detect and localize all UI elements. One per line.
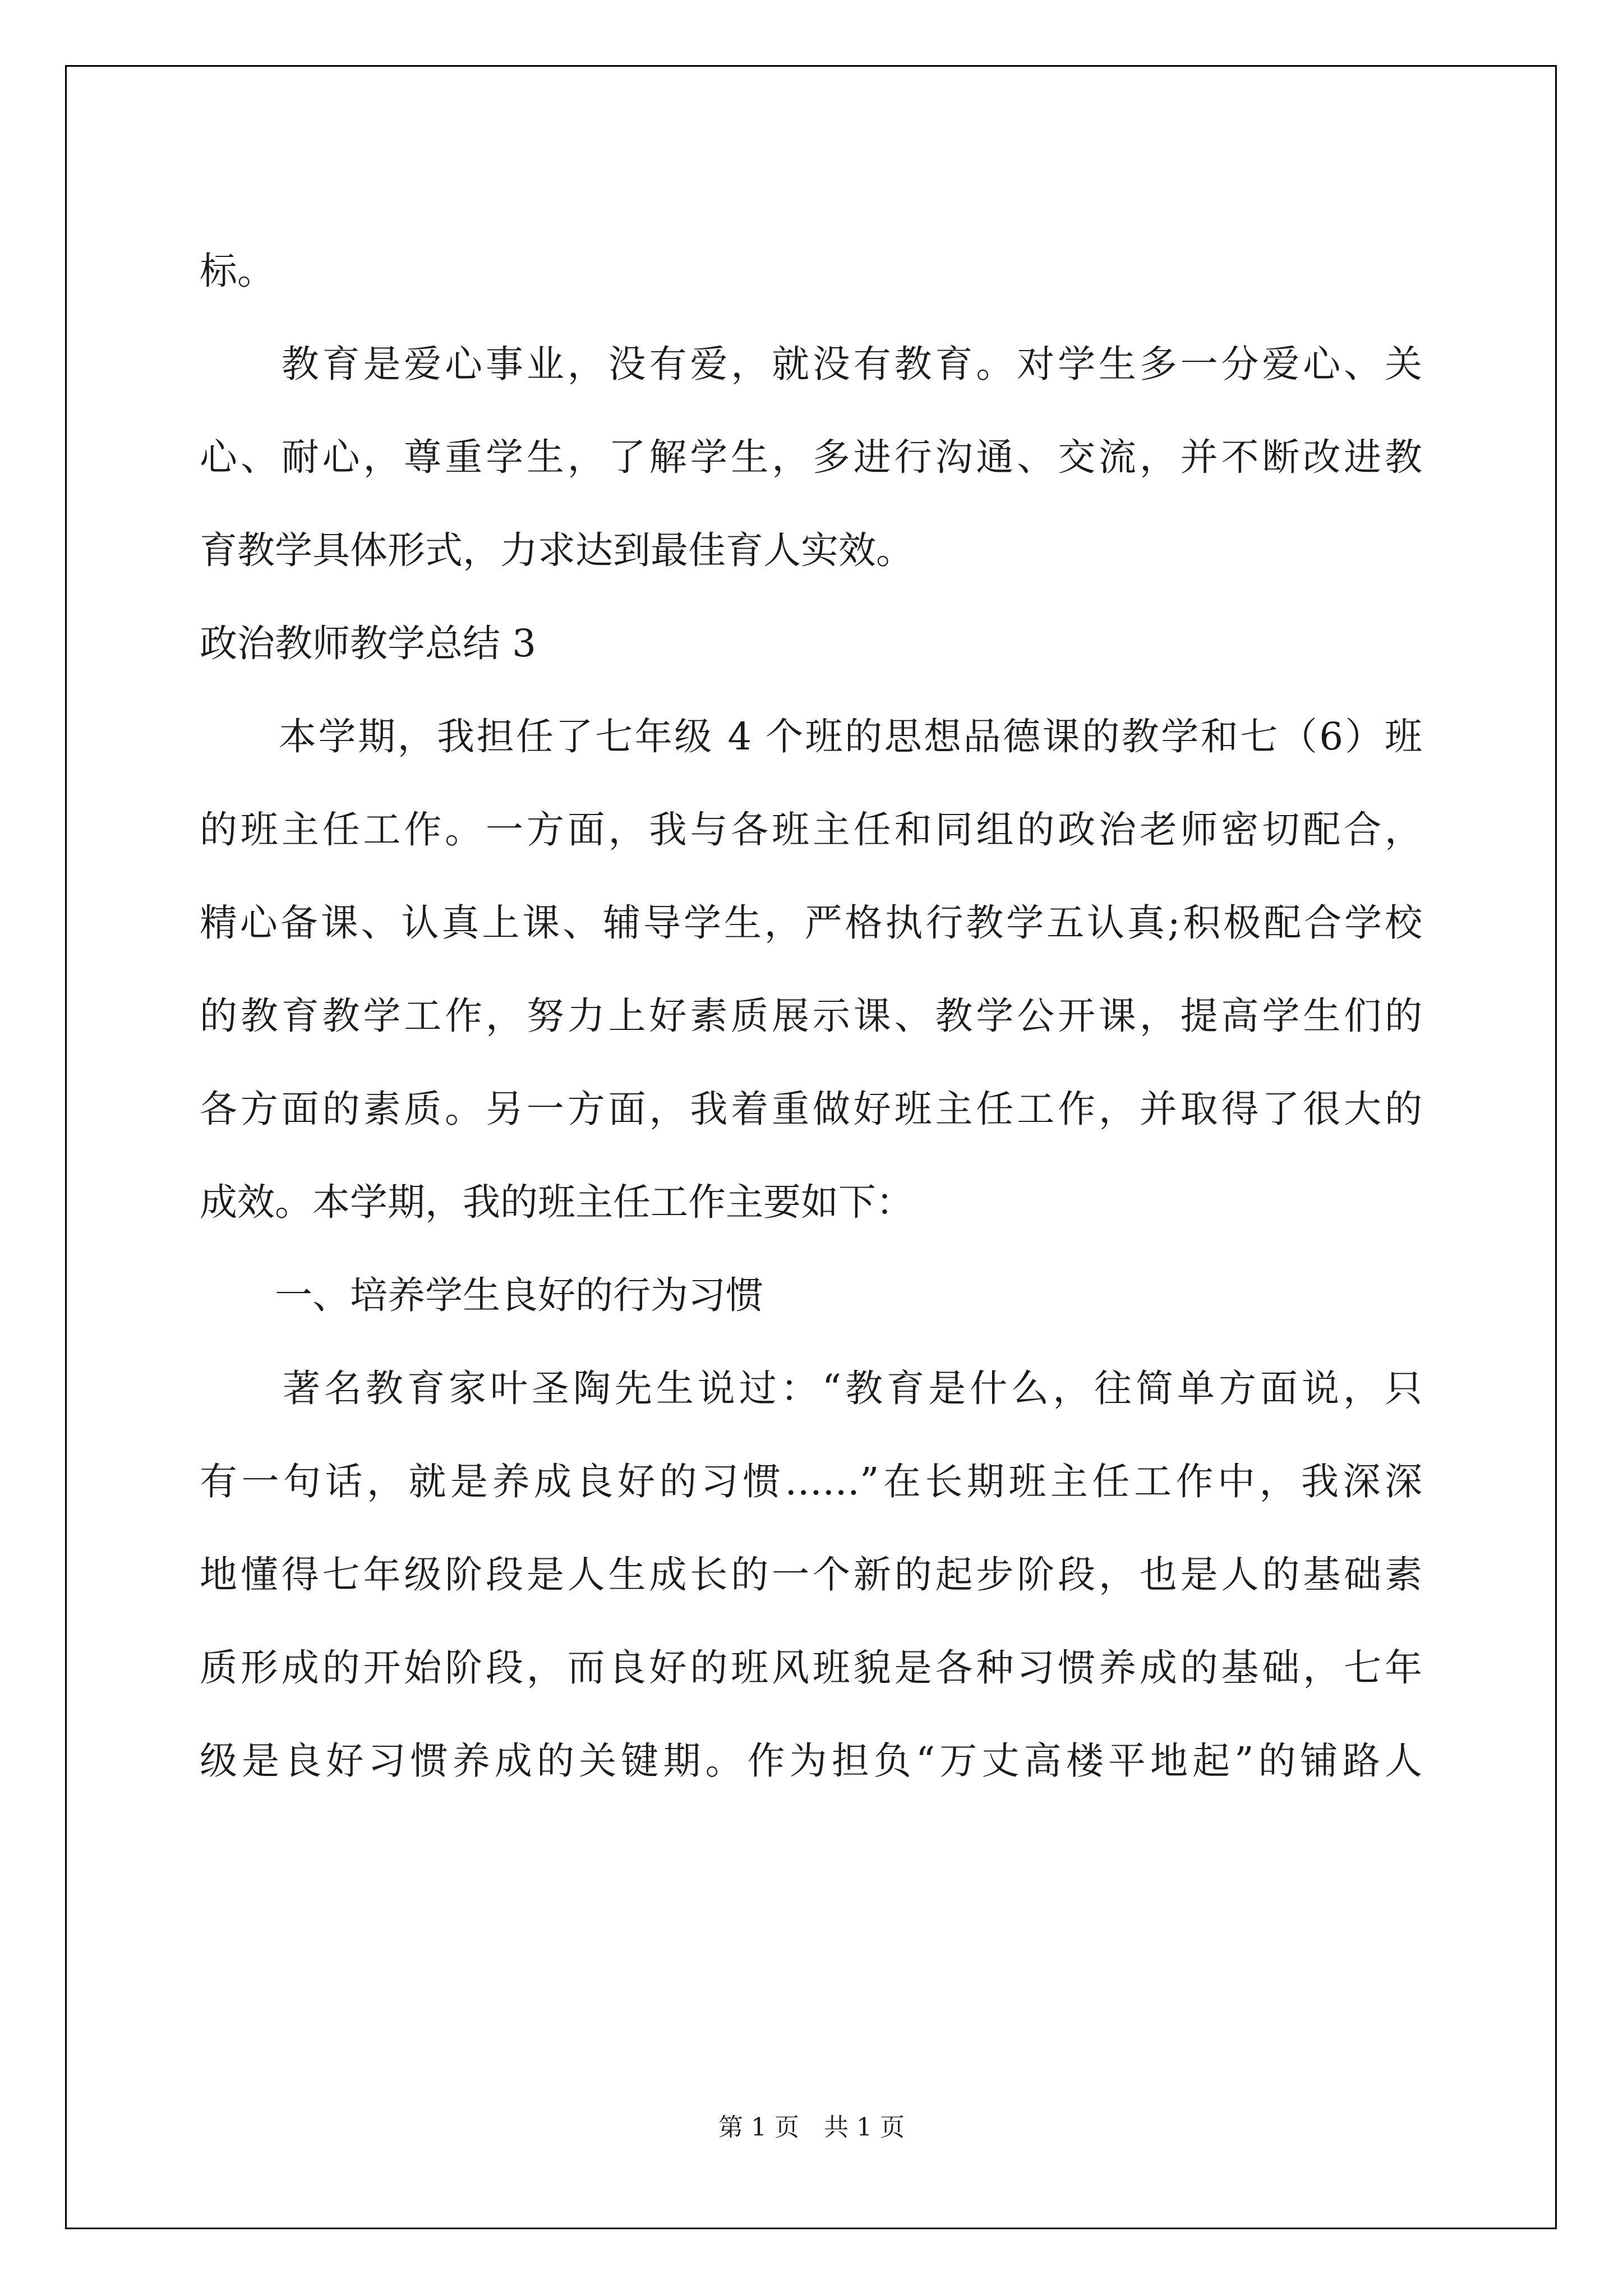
subsection-heading: 一、培养学生良好的行为习惯: [200, 1273, 763, 1317]
page-number: 第 1 页: [718, 2113, 799, 2142]
text-line: 成效。本学期，我的班主任工作主要如下：: [200, 1180, 914, 1224]
text-line: 著名教育家叶圣陶先生说过：“教育是什么，往简单方面说，只: [200, 1366, 1422, 1410]
text-line: 本学期，我担任了七年级 4 个班的思想品德课的教学和七（6）班: [200, 715, 1422, 758]
section-heading: 政治教师教学总结 3: [200, 622, 536, 665]
text-line: 各方面的素质。另一方面，我着重做好班主任工作，并取得了很大的: [200, 1087, 1422, 1131]
text-line: 有一句话，就是养成良好的习惯……”在长期班主任工作中，我深深: [200, 1460, 1422, 1503]
document-body: [200, 224, 1422, 1807]
text-line: 标。: [200, 249, 275, 293]
page-footer: [0, 2111, 1623, 2145]
text-line: 育教学具体形式，力求达到最佳育人实效。: [200, 528, 914, 572]
text-line: 心、耐心，尊重学生，了解学生，多进行沟通、交流，并不断改进教: [200, 435, 1422, 479]
text-line: 教育是爱心事业，没有爱，就没有教育。对学生多一分爱心、关: [200, 342, 1422, 386]
text-line: 质形成的开始阶段，而良好的班风班貌是各种习惯养成的基础，七年: [200, 1646, 1422, 1690]
page-total: 共 1 页: [824, 2113, 905, 2142]
text-line: 级是良好习惯养成的关键期。作为担负“万丈高楼平地起”的铺路人: [200, 1739, 1422, 1783]
text-line: 地懂得七年级阶段是人生成长的一个新的起步阶段，也是人的基础素: [200, 1553, 1422, 1596]
text-line: 的教育教学工作，努力上好素质展示课、教学公开课，提高学生们的: [200, 994, 1422, 1038]
text-line: 的班主任工作。一方面，我与各班主任和同组的政治老师密切配合，: [200, 808, 1422, 852]
text-line: 精心备课、认真上课、辅导学生，严格执行教学五认真;积极配合学校: [200, 901, 1422, 945]
